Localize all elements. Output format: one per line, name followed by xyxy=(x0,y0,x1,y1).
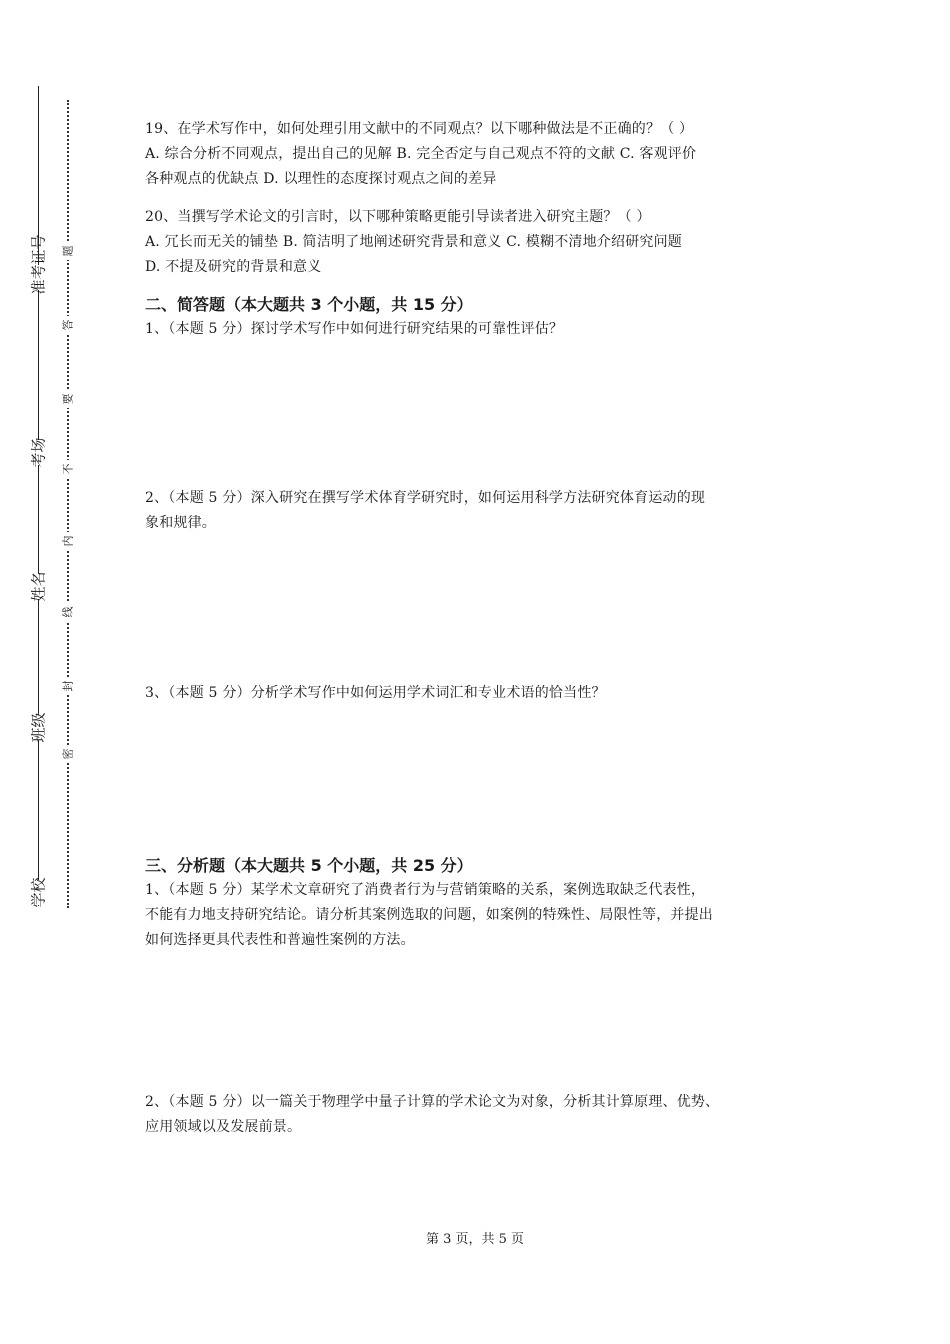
analysis-1-text: 不能有力地支持研究结论。请分析其案例选取的问题，如案例的特殊性、局限性等，并提出 xyxy=(145,907,713,923)
seal-char: 线 xyxy=(58,603,78,621)
question-20-stem: 20、当撰写学术论文的引言时，以下哪种策略更能引导读者进入研究主题？（ ） xyxy=(145,209,651,225)
question-19 xyxy=(145,117,815,192)
question-19-options: A. 综合分析不同观点，提出自己的见解 B. 完全否定与自己观点不符的文献 C. 客观评价 xyxy=(145,146,697,162)
seal-char: 内 xyxy=(58,532,78,550)
analysis-2-text: 应用领域以及发展前景。 xyxy=(145,1119,302,1135)
analysis-2-text: 2、（本题 5 分）以一篇关于物理学中量子计算的学术论文为对象，分析其计算原理、优势、 xyxy=(145,1094,720,1110)
analysis-2 xyxy=(145,1090,815,1140)
short-answer-3 xyxy=(145,681,815,706)
seal-char: 答 xyxy=(58,316,78,334)
section-3-title: 三、分析题（本大题共 5 个小题，共 25 分） xyxy=(145,856,473,875)
binding-margin xyxy=(0,0,100,1344)
page-number: 第 3 页，共 5 页 xyxy=(425,1232,525,1247)
field-room-label: 考场 xyxy=(22,440,56,465)
section-2-title: 二、简答题（本大题共 3 个小题，共 15 分） xyxy=(145,295,473,314)
short-answer-1-text: 1、（本题 5 分）探讨学术写作中如何进行研究结果的可靠性评估？ xyxy=(145,321,564,337)
analysis-1-text: 如何选择更具代表性和普遍性案例的方法。 xyxy=(145,932,415,948)
question-19-options: 各种观点的优缺点 D. 以理性的态度探讨观点之间的差异 xyxy=(145,171,497,187)
question-20-options: A. 冗长而无关的铺垫 B. 简洁明了地阐述研究背景和意义 C. 模糊不清地介绍研究问题 xyxy=(145,234,683,250)
analysis-1-text: 1、（本题 5 分）某学术文章研究了消费者行为与营销策略的关系，案例选取缺乏代表性， xyxy=(145,882,706,898)
question-20 xyxy=(145,205,815,280)
field-class-label: 班级 xyxy=(22,715,56,740)
seal-char: 不 xyxy=(58,460,78,478)
field-name-label: 姓名 xyxy=(22,574,56,599)
short-answer-2-text: 2、（本题 5 分）深入研究在撰写学术体育学研究时，如何运用科学方法研究体育运动的现 xyxy=(145,490,706,506)
short-answer-1 xyxy=(145,317,815,342)
exam-content xyxy=(145,117,815,1140)
question-20-options: D. 不提及研究的背景和意义 xyxy=(145,259,322,275)
binding-dotted-line xyxy=(67,100,69,908)
seal-char: 题 xyxy=(58,242,78,260)
short-answer-2 xyxy=(145,486,815,536)
seal-char: 密 xyxy=(58,745,78,763)
field-school-label: 学校 xyxy=(22,880,56,905)
binding-solid-line xyxy=(38,86,39,906)
short-answer-3-text: 3、（本题 5 分）分析学术写作中如何运用学术词汇和专业术语的恰当性？ xyxy=(145,685,606,701)
question-19-stem: 19、在学术写作中，如何处理引用文献中的不同观点？以下哪种做法是不正确的？（ ） xyxy=(145,121,694,137)
seal-char: 要 xyxy=(58,390,78,408)
analysis-1 xyxy=(145,878,815,953)
field-exam-id-label: 准考证号 xyxy=(22,265,56,290)
seal-char: 封 xyxy=(58,677,78,695)
short-answer-2-text: 象和规律。 xyxy=(145,515,216,531)
